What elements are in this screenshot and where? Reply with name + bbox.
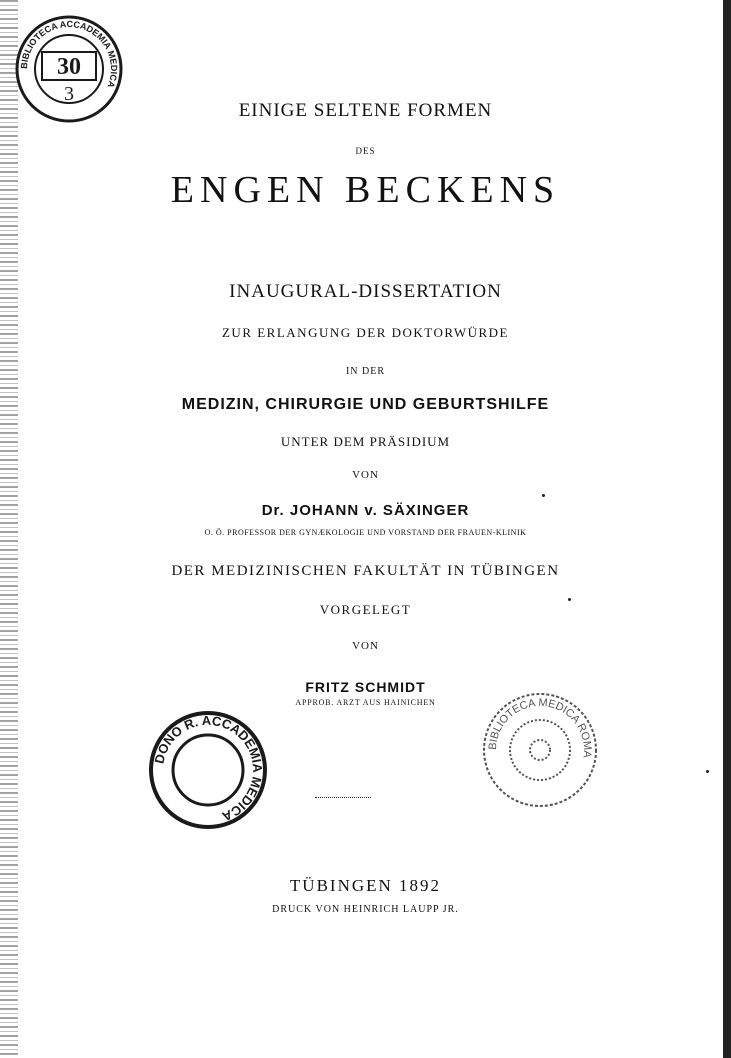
place-year: TÜBINGEN 1892 [289, 876, 442, 895]
shelf-ring-text: BIBLIOTECA ACCADEMIA MEDICA [18, 18, 120, 90]
library-stamp [480, 690, 600, 810]
title-line-1: EINIGE SELTENE FORMEN [238, 100, 493, 121]
divider-rule [315, 797, 371, 798]
author-name: FRITZ SCHMIDT [305, 679, 426, 695]
printer-line: DRUCK VON HEINRICH LAUPP JR. [272, 904, 459, 915]
in-der-line: IN DER [345, 366, 386, 377]
fields-line: MEDIZIN, CHIRURGIE UND GEBURTSHILFE [181, 396, 550, 413]
praesidium-line: UNTER DEM PRÄSIDIUM [280, 434, 451, 449]
shelf-sub-number: 3 [64, 83, 74, 105]
library-stamp-text: BIBLIOTECA MEDICA ROMA [486, 696, 594, 759]
author-title: APPROB. ARZT AUS HAINICHEN [295, 698, 436, 707]
shelf-number-stamp [14, 14, 124, 124]
president-title: O. Ö. PROFESSOR DER GYNÆKOLOGIE UND VORSTAND DER FRAUEN-KLINIK [204, 528, 527, 537]
ink-speck [568, 598, 571, 601]
purpose-line: ZUR ERLANGUNG DER DOKTORWÜRDE [221, 325, 509, 340]
president-name: Dr. JOHANN v. SÄXINGER [261, 502, 470, 519]
dissertation-heading: INAUGURAL-DISSERTATION [229, 281, 502, 302]
title-line-2: DES [355, 146, 376, 156]
ink-speck [706, 770, 709, 773]
donation-stamp-text: DONO R. ACCADEMIA MEDICA [151, 712, 266, 825]
main-title: ENGEN BECKENS [170, 169, 561, 211]
ink-speck [542, 494, 545, 497]
von-line-2: VON [352, 640, 379, 652]
vorgelegt-line: VORGELEGT [319, 602, 412, 617]
faculty-line: DER MEDIZINISCHEN FAKULTÄT IN TÜBINGEN [171, 563, 560, 579]
donation-stamp [148, 710, 268, 830]
von-line-1: VON [352, 469, 379, 481]
shelf-number: 30 [57, 54, 81, 80]
